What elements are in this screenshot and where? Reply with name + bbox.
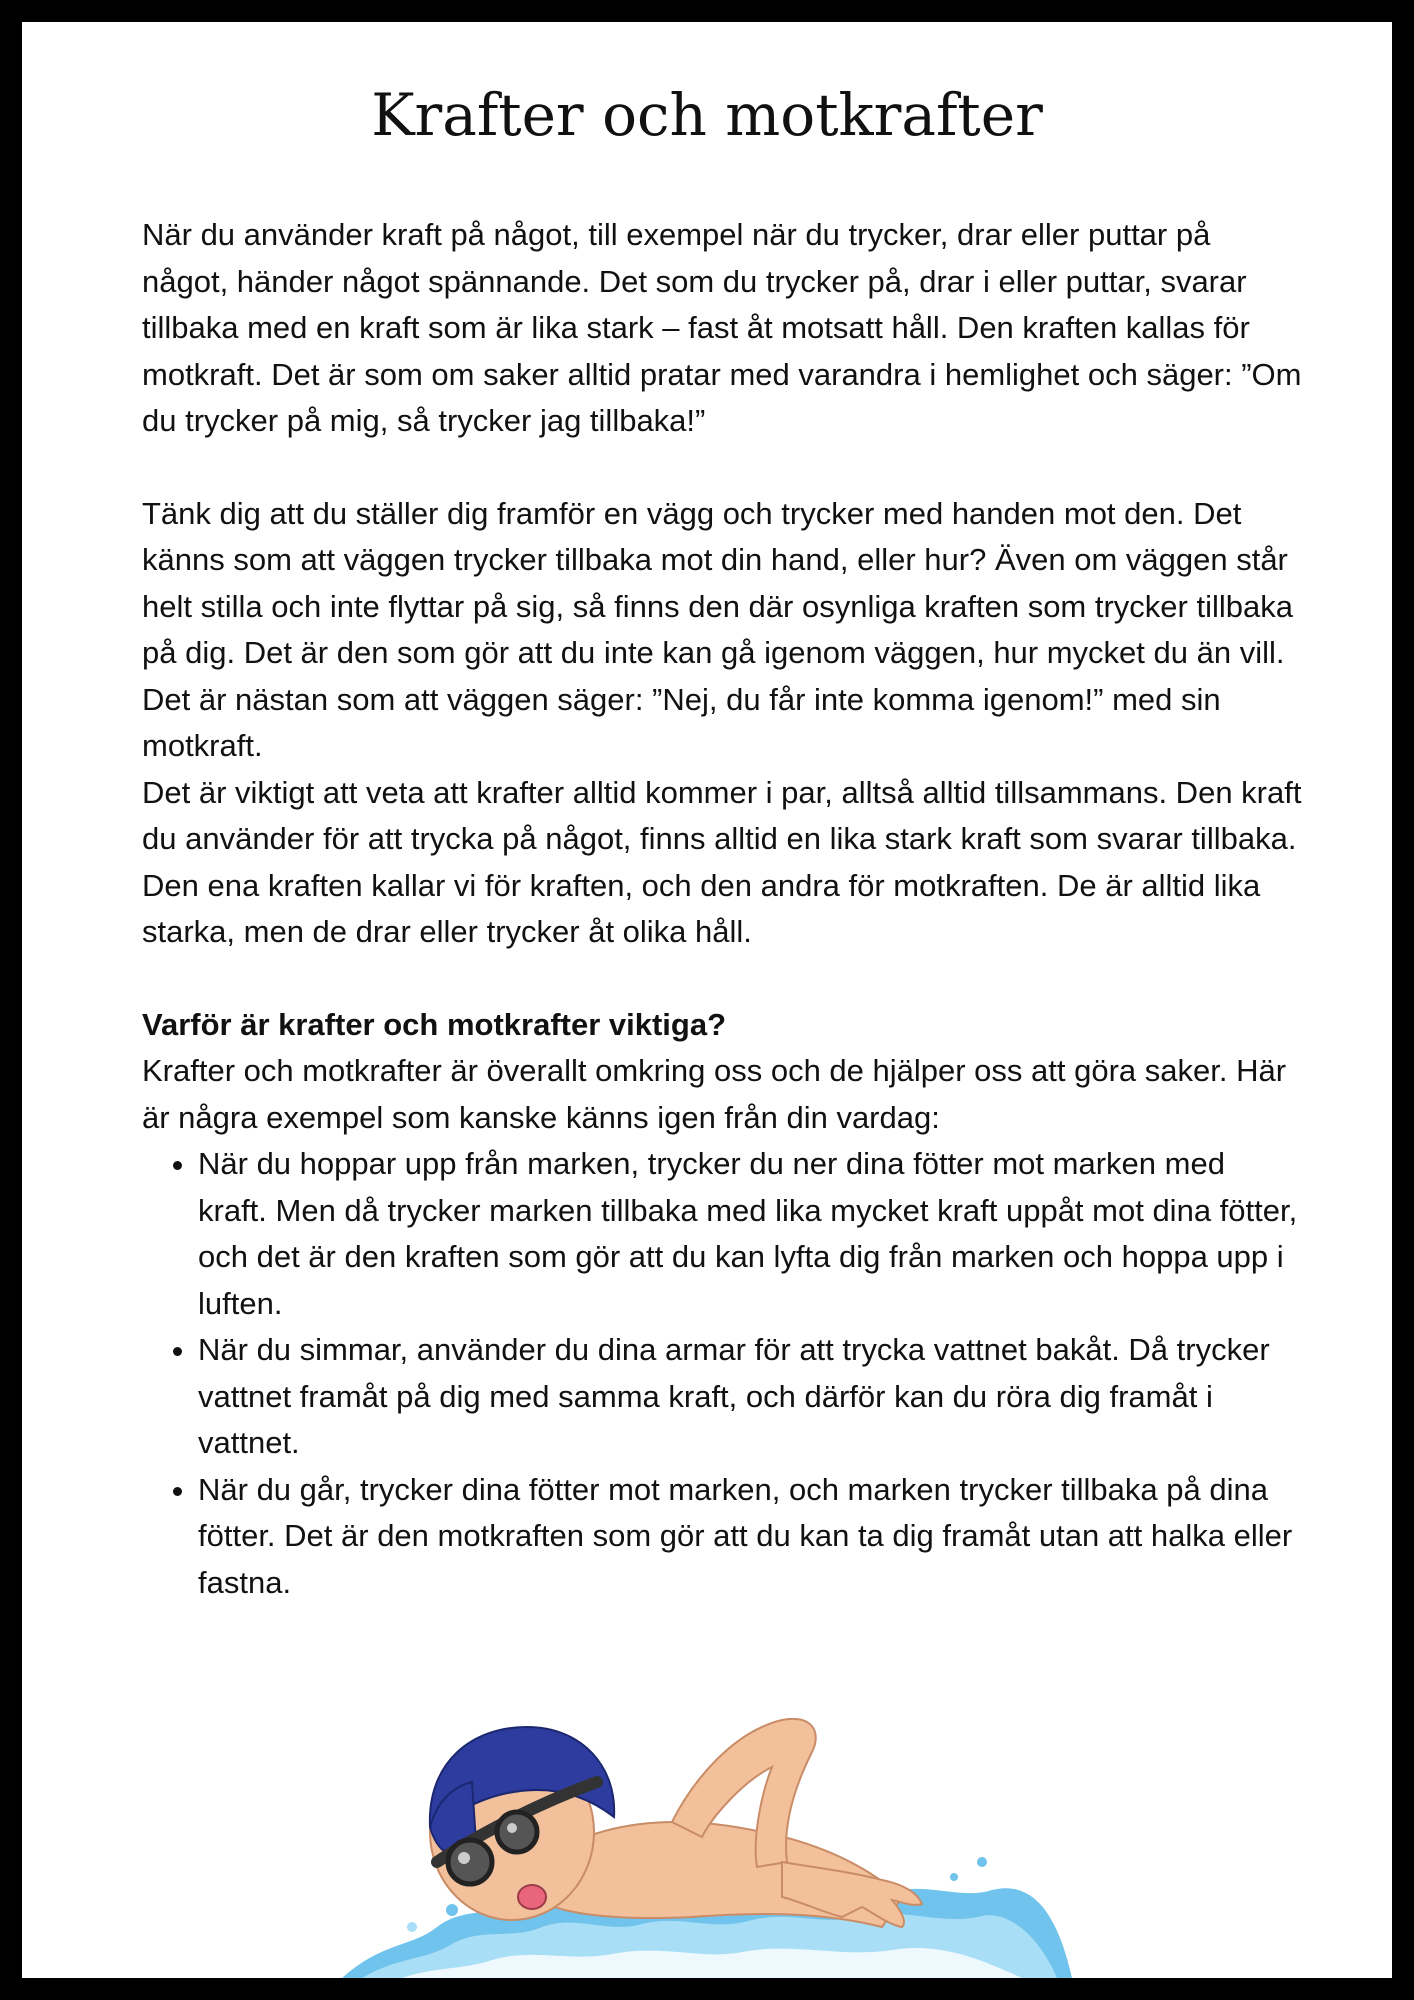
paragraph-intro: När du använder kraft på något, till exempel när du trycker, drar eller puttar på något, händer något spännande. Det som du trycker på, drar i eller puttar, svarar tillbaka med en kraft som är lika stark – fast åt motsatt håll. Den kraften kallas för motkraft. Det är som om saker alltid pratar med varandra i hemlighet och säger: ”Om du trycker på mig, så trycker jag tillbaka!” [142,217,1302,438]
swimmer-illustration [342,1712,1072,1978]
spacer [142,956,1302,1002]
list-item: • När du hoppar upp från marken, trycker du ner dina fötter mot marken med kraft. Men då trycker marken tillbaka med lika mycket kraft uppåt mot dina fötter, och det är den kraften som gör att du kan lyfta dig från marken och hoppa upp i luften. [198,1141,1302,1327]
section-intro: Krafter och motkrafter är överallt omkring oss och de hjälper oss att göra saker. Här är några exempel som kanske känns igen från din vardag: [142,1053,1287,1135]
paragraph-pairs: Det är viktigt att veta att krafter alltid kommer i par, alltså alltid tillsammans. Den kraft du använder för att trycka på något, finns alltid en lika stark kraft som svarar tillbaka. Den ena kraften kallar vi för kraften, och den andra för motkraften. De är alltid lika starka, men de drar eller trycker åt olika håll. [142,774,1302,949]
list-item: • När du simmar, använder du dina armar för att trycka vattnet bakåt. Då trycker vattnet framåt på dig med samma kraft, och därför kan du röra dig framåt i vattnet. [198,1327,1302,1467]
worksheet-page [22,22,1392,1978]
content [142,212,1302,1606]
page-title: Krafter och motkrafter [371,81,1043,149]
spacer [142,445,1302,491]
list-item: • När du går, trycker dina fötter mot marken, och marken trycker tillbaka på dina fötter. Det är den motkraften som gör att du kan ta dig framåt utan att halka eller fastna. [198,1467,1302,1607]
paragraph-wall: Tänk dig att du ställer dig framför en vägg och trycker med handen mot den. Det känns som att väggen trycker tillbaka mot din hand, eller hur? Även om väggen står helt stilla och inte flyttar på sig, så finns den där osynliga kraften som trycker tillbaka på dig. Det är den som gör att du inte kan gå igenom väggen, hur mycket du än vill. Det är nästan som att väggen säger: ”Nej, du får inte komma igenom!” med sin motkraft. [142,495,1293,763]
section-heading: Varför är krafter och motkrafter viktiga? [142,1006,727,1042]
examples-list [142,1141,1302,1606]
